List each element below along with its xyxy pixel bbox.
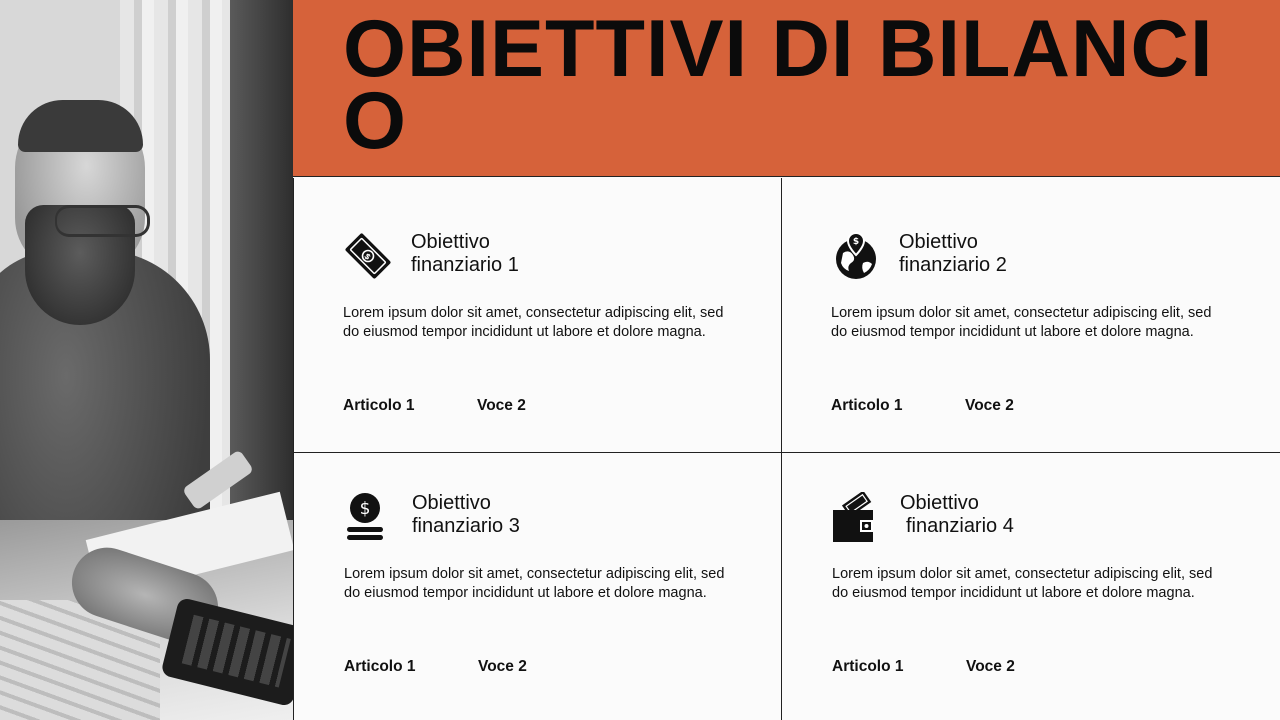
goal-title-1-line2: finanziario 1 <box>411 254 519 276</box>
goal-card-2 <box>831 231 1271 481</box>
goal-card-4 <box>832 492 1272 720</box>
globe-dollar-pin-icon <box>831 231 881 281</box>
title-banner <box>293 0 1280 177</box>
goal-title-3 <box>412 492 612 538</box>
goal-title-4-line2: finanziario 4 <box>906 515 1014 537</box>
goal-tag-article-4: Articolo 1 <box>832 658 904 675</box>
photo-person-hair <box>18 100 143 152</box>
goal-tag-item-3: Voce 2 <box>478 658 527 675</box>
goal-title-3-line1: Obiettivo <box>412 492 491 514</box>
photo-curtain-dark <box>230 0 293 520</box>
goal-tag-article-3: Articolo 1 <box>344 658 416 675</box>
svg-text:$: $ <box>852 237 860 247</box>
goal-title-4 <box>900 492 1100 538</box>
goal-tag-item-1: Voce 2 <box>477 397 526 414</box>
money-bill-icon <box>343 231 393 281</box>
goal-description-2: Lorem ipsum dolor sit amet, consectetur adipiscing elit, sed do eiusmod tempor incididunt ut labore et dolore magna. <box>831 305 1212 340</box>
goals-grid <box>293 178 1280 720</box>
goal-title-2 <box>899 231 1099 277</box>
hero-photo <box>0 0 293 720</box>
goal-card-3 <box>344 492 784 720</box>
coin-stack-icon <box>344 492 394 542</box>
goal-title-2-line1: Obiettivo <box>899 231 978 253</box>
svg-text:$: $ <box>359 499 371 519</box>
goal-card-1 <box>343 231 783 481</box>
goal-title-1-line1: Obiettivo <box>411 231 490 253</box>
wallet-icon <box>832 492 882 542</box>
goal-tag-item-4: Voce 2 <box>966 658 1015 675</box>
page-title: OBIETTIVI DI BILANCIO <box>343 4 1214 166</box>
goal-tag-article-1: Articolo 1 <box>343 397 415 414</box>
goal-title-3-line2: finanziario 3 <box>412 515 520 537</box>
svg-text:$: $ <box>362 251 373 262</box>
goal-tag-item-2: Voce 2 <box>965 397 1014 414</box>
goal-title-2-line2: finanziario 2 <box>899 254 1007 276</box>
goal-title-4-line1: Obiettivo <box>900 492 979 514</box>
goal-title-1 <box>411 231 611 277</box>
goal-description-3: Lorem ipsum dolor sit amet, consectetur adipiscing elit, sed do eiusmod tempor incididunt ut labore et dolore magna. <box>344 566 725 601</box>
goal-description-4: Lorem ipsum dolor sit amet, consectetur adipiscing elit, sed do eiusmod tempor incididunt ut labore et dolore magna. <box>832 566 1213 601</box>
photo-person-glasses <box>55 205 150 237</box>
goal-description-1: Lorem ipsum dolor sit amet, consectetur adipiscing elit, sed do eiusmod tempor incididunt ut labore et dolore magna. <box>343 305 724 340</box>
goal-tag-article-2: Articolo 1 <box>831 397 903 414</box>
